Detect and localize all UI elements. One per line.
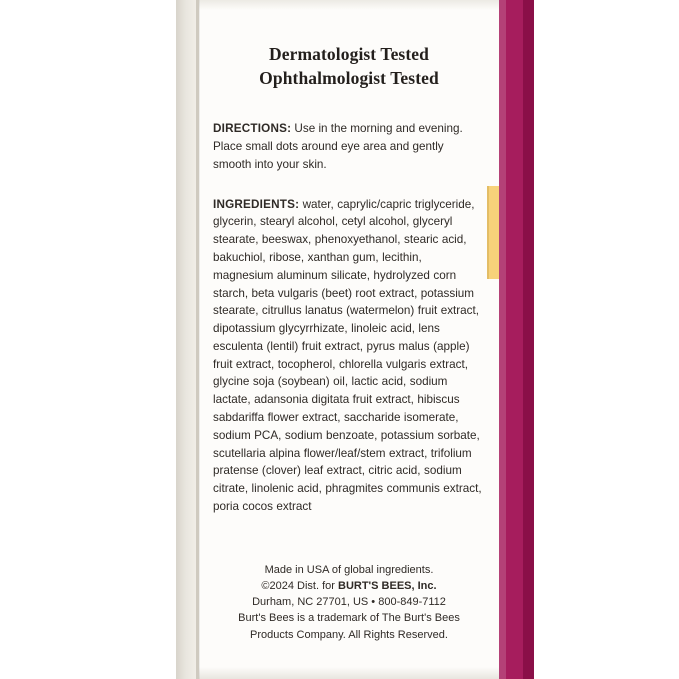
footer-trademark-line-2: Products Company. All Rights Reserved. [250, 628, 448, 641]
claim-dermatologist-tested: Dermatologist Tested [269, 44, 429, 64]
footer-address-phone: Durham, NC 27701, US • 800-849-7112 [252, 596, 446, 609]
claim-ophthalmologist-tested: Ophthalmologist Tested [259, 68, 439, 89]
ingredients-text: water, caprylic/capric triglyceride, glycerin, stearyl alcohol, cetyl alcohol, glyceryl stearate, beeswax, phenoxyethanol, stearic acid, bakuchiol, ribose, xanthan gum, lecithin, magnesium aluminum silicate, hydrolyzed corn starch, beta vulgaris (beet) root extract, potassium stearate, citrullus lanatus (watermelon) fruit extract, dipotassium glycyrrhizate, linoleic acid, lens esculenta (lentil) fruit extract, pyrus malus (apple) fruit extract, tocopherol, chlorella vulgaris extract, glycine soja (soybean) oil, lactic acid, sodium lactate, adansonia digitata fruit extract, hibiscus sabdariffa flower extract, saccharide isomerate, sodium PCA, sodium benzoate, potassium sorbate, scutellaria alpina flower/leaf/stem extract, trifolium pratense (clover) leaf extract, citric acid, sodium citrate, linolenic acid, phragmites communis extract, poria cocos extract [213, 197, 482, 513]
footer-copyright-prefix: ©2024 Dist. for [261, 579, 338, 592]
carton-right-outer-edge [523, 0, 534, 679]
footer-brand-name: BURT'S BEES, Inc. [338, 579, 437, 592]
ingredients-heading: INGREDIENTS: [213, 197, 300, 211]
directions-heading: DIRECTIONS: [213, 122, 292, 136]
background-right [534, 0, 679, 679]
claims-block [213, 42, 485, 90]
directions-text: Use in the morning and evening. Place small dots around eye area and gently smooth into your skin. [213, 122, 463, 171]
footer-block [213, 562, 485, 643]
carton-left-edge [176, 0, 198, 679]
footer-trademark-line-1: Burt's Bees is a trademark of The Burt's Bees [238, 612, 460, 625]
spine-highlight [499, 0, 506, 679]
panel-content [199, 0, 499, 679]
ingredients-section [213, 196, 485, 516]
footer-made-in: Made in USA of global ingredients. [264, 563, 434, 576]
footer-distributor [213, 578, 485, 594]
directions-section [213, 120, 485, 173]
background-left [0, 0, 176, 679]
